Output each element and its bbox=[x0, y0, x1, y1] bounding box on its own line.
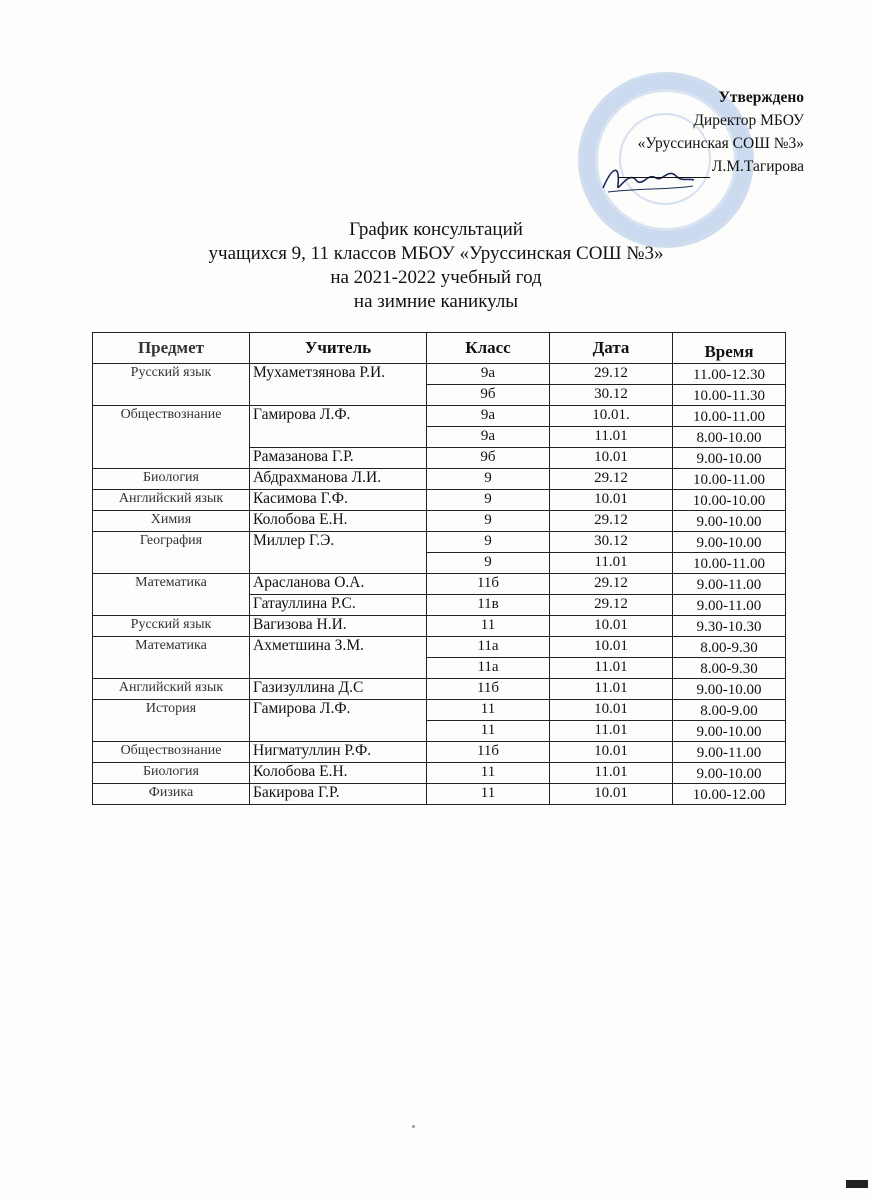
date-cell: 10.01 bbox=[550, 637, 673, 658]
date-cell: 10.01 bbox=[550, 700, 673, 721]
consultation-schedule-table bbox=[92, 332, 786, 805]
table-row bbox=[93, 469, 786, 490]
approval-school: «Уруссинская СОШ №3» bbox=[637, 135, 804, 152]
table-header-row bbox=[93, 333, 786, 364]
document-title bbox=[0, 218, 872, 314]
time-cell: 9.00-11.00 bbox=[673, 574, 786, 595]
class-cell: 11 bbox=[427, 721, 550, 742]
date-cell: 29.12 bbox=[550, 511, 673, 532]
approval-name-row bbox=[618, 155, 804, 178]
class-cell: 9 bbox=[427, 553, 550, 574]
teacher-cell bbox=[250, 553, 427, 574]
table-row bbox=[93, 763, 786, 784]
subject-cell: Английский язык bbox=[93, 679, 250, 700]
header-class: Класс bbox=[427, 333, 550, 364]
table-row bbox=[93, 658, 786, 679]
time-cell: 9.00-10.00 bbox=[673, 763, 786, 784]
teacher-cell: Нигматуллин Р.Ф. bbox=[250, 742, 427, 763]
teacher-cell bbox=[250, 385, 427, 406]
date-cell: 11.01 bbox=[550, 763, 673, 784]
teacher-cell: Гамирова Л.Ф. bbox=[250, 406, 427, 427]
date-cell: 10.01 bbox=[550, 490, 673, 511]
title-line-2: учащихся 9, 11 классов МБОУ «Уруссинская СОШ №3» bbox=[208, 243, 664, 264]
table-row bbox=[93, 595, 786, 616]
subject-cell bbox=[93, 427, 250, 448]
teacher-cell: Газизуллина Д.С bbox=[250, 679, 427, 700]
teacher-cell: Мухаметзянова Р.И. bbox=[250, 364, 427, 385]
class-cell: 11в bbox=[427, 595, 550, 616]
time-cell: 9.00-11.00 bbox=[673, 742, 786, 763]
date-cell: 11.01 bbox=[550, 658, 673, 679]
subject-cell: Английский язык bbox=[93, 490, 250, 511]
subject-cell: Обществознание bbox=[93, 742, 250, 763]
subject-cell: Математика bbox=[93, 637, 250, 658]
teacher-cell: Миллер Г.Э. bbox=[250, 532, 427, 553]
teacher-cell: Рамазанова Г.Р. bbox=[250, 448, 427, 469]
class-cell: 9 bbox=[427, 469, 550, 490]
time-cell: 8.00-10.00 bbox=[673, 427, 786, 448]
title-line-3: на 2021-2022 учебный год bbox=[330, 267, 542, 288]
table-row bbox=[93, 406, 786, 427]
class-cell: 9а bbox=[427, 364, 550, 385]
class-cell: 9а bbox=[427, 427, 550, 448]
approval-heading: Утверждено bbox=[718, 89, 804, 106]
date-cell: 29.12 bbox=[550, 364, 673, 385]
time-cell: 9.00-10.00 bbox=[673, 448, 786, 469]
teacher-cell: Арасланова О.А. bbox=[250, 574, 427, 595]
teacher-cell: Касимова Г.Ф. bbox=[250, 490, 427, 511]
subject-cell bbox=[93, 658, 250, 679]
approval-block bbox=[618, 86, 804, 178]
table-row bbox=[93, 574, 786, 595]
table-row bbox=[93, 385, 786, 406]
title-line-4: на зимние каникулы bbox=[353, 291, 519, 312]
class-cell: 11а bbox=[427, 637, 550, 658]
teacher-cell: Колобова Е.Н. bbox=[250, 511, 427, 532]
date-cell: 10.01 bbox=[550, 448, 673, 469]
table-row bbox=[93, 364, 786, 385]
teacher-cell bbox=[250, 721, 427, 742]
date-cell: 29.12 bbox=[550, 595, 673, 616]
class-cell: 11 bbox=[427, 784, 550, 805]
title-line-1: График консультаций bbox=[349, 219, 523, 240]
time-cell: 9.00-10.00 bbox=[673, 511, 786, 532]
teacher-cell: Колобова Е.Н. bbox=[250, 763, 427, 784]
date-cell: 10.01 bbox=[550, 742, 673, 763]
class-cell: 9б bbox=[427, 385, 550, 406]
date-cell: 30.12 bbox=[550, 385, 673, 406]
subject-cell: Русский язык bbox=[93, 364, 250, 385]
header-teacher: Учитель bbox=[250, 333, 427, 364]
time-cell: 11.00-12.30 bbox=[673, 364, 786, 385]
table-row bbox=[93, 742, 786, 763]
time-cell: 9.00-10.00 bbox=[673, 532, 786, 553]
class-cell: 11 bbox=[427, 763, 550, 784]
time-cell: 10.00-11.00 bbox=[673, 553, 786, 574]
class-cell: 11 bbox=[427, 700, 550, 721]
table-row bbox=[93, 427, 786, 448]
date-cell: 10.01. bbox=[550, 406, 673, 427]
teacher-cell: Гамирова Л.Ф. bbox=[250, 700, 427, 721]
date-cell: 11.01 bbox=[550, 427, 673, 448]
class-cell: 11б bbox=[427, 679, 550, 700]
date-cell: 29.12 bbox=[550, 469, 673, 490]
subject-cell: Химия bbox=[93, 511, 250, 532]
approval-name: Л.М.Тагирова bbox=[711, 158, 804, 175]
scan-edge-mark bbox=[846, 1180, 868, 1188]
scan-speck bbox=[412, 1125, 415, 1128]
time-cell: 9.30-10.30 bbox=[673, 616, 786, 637]
teacher-cell bbox=[250, 427, 427, 448]
subject-cell: Физика bbox=[93, 784, 250, 805]
teacher-cell: Гатауллина Р.С. bbox=[250, 595, 427, 616]
subject-cell bbox=[93, 385, 250, 406]
table-row bbox=[93, 490, 786, 511]
class-cell: 9б bbox=[427, 448, 550, 469]
subject-cell: Русский язык bbox=[93, 616, 250, 637]
table-row bbox=[93, 532, 786, 553]
class-cell: 11 bbox=[427, 616, 550, 637]
time-cell: 10.00-10.00 bbox=[673, 490, 786, 511]
date-cell: 11.01 bbox=[550, 721, 673, 742]
date-cell: 29.12 bbox=[550, 574, 673, 595]
teacher-cell bbox=[250, 658, 427, 679]
subject-cell bbox=[93, 448, 250, 469]
class-cell: 9 bbox=[427, 532, 550, 553]
subject-cell bbox=[93, 721, 250, 742]
time-cell: 8.00-9.30 bbox=[673, 658, 786, 679]
date-cell: 30.12 bbox=[550, 532, 673, 553]
approval-position: Директор МБОУ bbox=[693, 112, 804, 129]
subject-cell: Биология bbox=[93, 469, 250, 490]
subject-cell bbox=[93, 553, 250, 574]
header-subject: Предмет bbox=[93, 333, 250, 364]
table-row bbox=[93, 700, 786, 721]
header-date: Дата bbox=[550, 333, 673, 364]
header-time: Время bbox=[673, 333, 786, 364]
class-cell: 9а bbox=[427, 406, 550, 427]
time-cell: 10.00-11.00 bbox=[673, 469, 786, 490]
date-cell: 10.01 bbox=[550, 616, 673, 637]
table-row bbox=[93, 511, 786, 532]
date-cell: 10.01 bbox=[550, 784, 673, 805]
time-cell: 8.00-9.30 bbox=[673, 637, 786, 658]
time-cell: 9.00-10.00 bbox=[673, 679, 786, 700]
subject-cell bbox=[93, 595, 250, 616]
class-cell: 9 bbox=[427, 511, 550, 532]
time-cell: 9.00-11.00 bbox=[673, 595, 786, 616]
class-cell: 11б bbox=[427, 742, 550, 763]
table-row bbox=[93, 784, 786, 805]
subject-cell: История bbox=[93, 700, 250, 721]
table-row bbox=[93, 679, 786, 700]
time-cell: 9.00-10.00 bbox=[673, 721, 786, 742]
signature-line bbox=[618, 163, 710, 178]
class-cell: 9 bbox=[427, 490, 550, 511]
table-row bbox=[93, 637, 786, 658]
subject-cell: География bbox=[93, 532, 250, 553]
date-cell: 11.01 bbox=[550, 553, 673, 574]
time-cell: 8.00-9.00 bbox=[673, 700, 786, 721]
class-cell: 11б bbox=[427, 574, 550, 595]
table-row bbox=[93, 448, 786, 469]
subject-cell: Математика bbox=[93, 574, 250, 595]
subject-cell: Обществознание bbox=[93, 406, 250, 427]
time-cell: 10.00-11.00 bbox=[673, 406, 786, 427]
teacher-cell: Вагизова Н.И. bbox=[250, 616, 427, 637]
teacher-cell: Бакирова Г.Р. bbox=[250, 784, 427, 805]
date-cell: 11.01 bbox=[550, 679, 673, 700]
subject-cell: Биология bbox=[93, 763, 250, 784]
table-row bbox=[93, 721, 786, 742]
teacher-cell: Ахметшина З.М. bbox=[250, 637, 427, 658]
teacher-cell: Абдрахманова Л.И. bbox=[250, 469, 427, 490]
time-cell: 10.00-12.00 bbox=[673, 784, 786, 805]
table-row bbox=[93, 616, 786, 637]
table-row bbox=[93, 553, 786, 574]
time-cell: 10.00-11.30 bbox=[673, 385, 786, 406]
class-cell: 11а bbox=[427, 658, 550, 679]
